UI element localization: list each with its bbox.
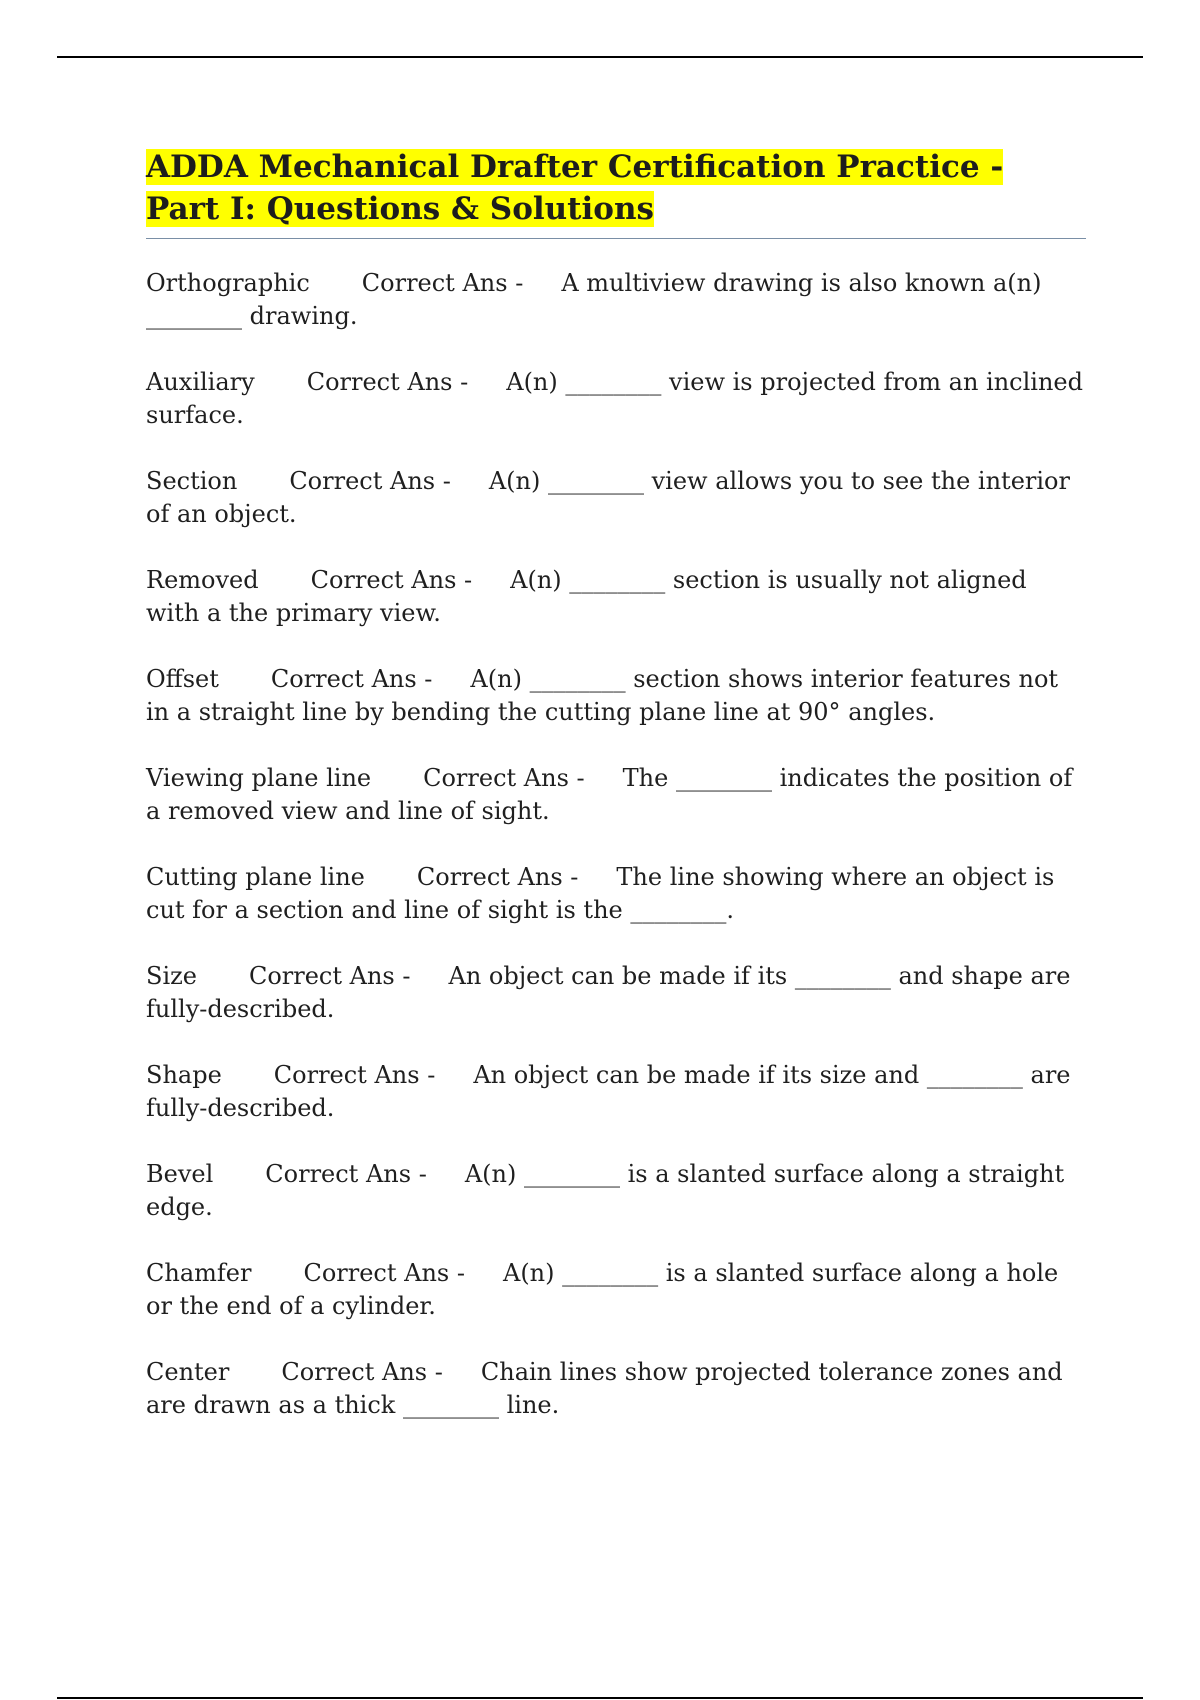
qa-entry bbox=[146, 366, 1086, 432]
qa-answer: Removed bbox=[146, 566, 259, 594]
qa-question: A(n) ________ section is usually not aligned with a the primary view. bbox=[146, 566, 1027, 627]
page-top-rule bbox=[57, 56, 1143, 58]
qa-entry bbox=[146, 1059, 1086, 1125]
qa-label: Correct Ans - bbox=[281, 1358, 443, 1386]
qa-answer: Cutting plane line bbox=[146, 863, 365, 891]
qa-question: The line showing where an object is cut for a section and line of sight is the ________. bbox=[146, 863, 1055, 924]
qa-answer: Auxiliary bbox=[146, 368, 255, 396]
qa-label: Correct Ans - bbox=[423, 764, 585, 792]
qa-entry bbox=[146, 564, 1086, 630]
qa-label: Correct Ans - bbox=[289, 467, 451, 495]
qa-answer: Size bbox=[146, 962, 197, 990]
qa-entry bbox=[146, 465, 1086, 531]
qa-question: Chain lines show projected tolerance zones and are drawn as a thick ________ line. bbox=[146, 1358, 1063, 1419]
qa-entry bbox=[146, 861, 1086, 927]
qa-answer: Chamfer bbox=[146, 1259, 252, 1287]
qa-entry bbox=[146, 960, 1086, 1026]
qa-label: Correct Ans - bbox=[303, 1259, 465, 1287]
qa-answer: Viewing plane line bbox=[146, 764, 372, 792]
qa-question: A(n) ________ section shows interior features not in a straight line by bending the cutting plane line at 90° angles. bbox=[146, 665, 1059, 726]
qa-label: Correct Ans - bbox=[361, 269, 524, 297]
qa-label: Correct Ans - bbox=[248, 962, 411, 990]
qa-entry bbox=[146, 1158, 1086, 1224]
qa-label: Correct Ans - bbox=[265, 1160, 427, 1188]
qa-question: A(n) ________ is a slanted surface along a hole or the end of a cylinder. bbox=[146, 1259, 1059, 1320]
qa-question: The ________ indicates the position of a removed view and line of sight. bbox=[146, 764, 1073, 825]
qa-label: Correct Ans - bbox=[273, 1061, 436, 1089]
qa-question: A(n) ________ view allows you to see the interior of an object. bbox=[146, 467, 1070, 528]
qa-entry bbox=[146, 267, 1086, 333]
page-bottom-rule bbox=[57, 1697, 1143, 1699]
qa-question: A(n) ________ view is projected from an inclined surface. bbox=[146, 368, 1083, 429]
qa-entry bbox=[146, 762, 1086, 828]
qa-label: Correct Ans - bbox=[310, 566, 473, 594]
qa-question: A(n) ________ is a slanted surface along a straight edge. bbox=[146, 1160, 1065, 1221]
qa-entry bbox=[146, 1356, 1086, 1422]
document-body bbox=[146, 146, 1086, 1455]
qa-question: An object can be made if its ________ and shape are fully-described. bbox=[146, 962, 1071, 1023]
qa-entry bbox=[146, 663, 1086, 729]
qa-label: Correct Ans - bbox=[270, 665, 433, 693]
qa-answer: Offset bbox=[146, 665, 219, 693]
title-highlight: ADDA Mechanical Drafter Certification Practice - Part I: Questions & Solutions bbox=[146, 149, 1004, 227]
qa-label: Correct Ans - bbox=[416, 863, 579, 891]
qa-question: An object can be made if its size and ________ are fully-described. bbox=[146, 1061, 1071, 1122]
qa-answer: Orthographic bbox=[146, 269, 310, 297]
qa-answer: Section bbox=[146, 467, 238, 495]
qa-question: A multiview drawing is also known a(n) ________ drawing. bbox=[146, 269, 1042, 330]
qa-answer: Shape bbox=[146, 1061, 222, 1089]
title-underline bbox=[146, 238, 1086, 239]
qa-label: Correct Ans - bbox=[306, 368, 469, 396]
document-title bbox=[146, 146, 1086, 230]
qa-entry bbox=[146, 1257, 1086, 1323]
qa-answer: Center bbox=[146, 1358, 230, 1386]
qa-answer: Bevel bbox=[146, 1160, 214, 1188]
qa-list bbox=[146, 267, 1086, 1422]
